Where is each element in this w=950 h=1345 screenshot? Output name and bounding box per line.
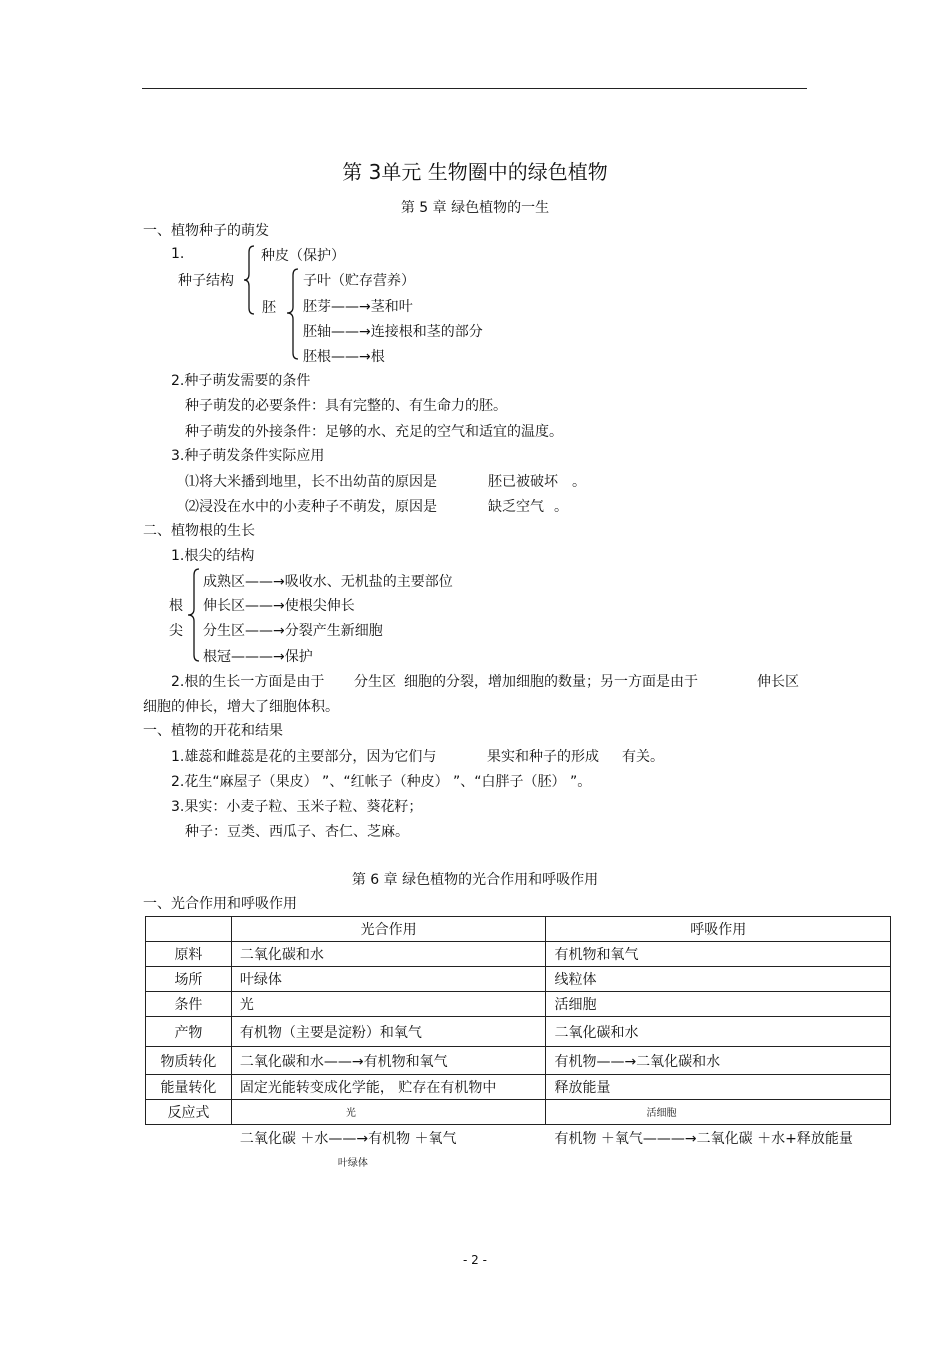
embryo-label: 胚 xyxy=(262,300,276,316)
embryo-part: 子叶（贮存营养） xyxy=(303,273,415,289)
table-header-cell: 呼吸作用 xyxy=(546,917,891,942)
flower1-answer: 果实和种子的形成 xyxy=(487,749,599,765)
table-row xyxy=(146,992,891,1017)
photosynthesis-respiration-table xyxy=(145,916,891,1169)
app1-answer: 胚已被破坏 xyxy=(488,474,558,490)
photo-condition-below: 叶绿体 xyxy=(337,1158,368,1169)
table-header-cell: 光合作用 xyxy=(231,917,546,942)
table-cell: 二氧化碳和水——→有机物和氧气 xyxy=(231,1047,546,1075)
chapter6-title: 第 6 章 绿色植物的光合作用和呼吸作用 xyxy=(351,872,599,888)
photo-condition-above: 光 xyxy=(345,1108,356,1119)
flower2: 2.花生“麻屋子（果皮） ”、“红帐子（种皮） ”、“白胖子（胚） ”。 xyxy=(171,774,592,790)
embryo-part: 胚芽——→茎和叶 xyxy=(303,299,413,315)
page-number: - 2 - xyxy=(463,1253,487,1267)
root-item2-ans2: 伸长区 xyxy=(757,674,799,690)
root-part: 成熟区——→吸收水、无机盐的主要部位 xyxy=(203,574,453,590)
table-cell: 释放能量 xyxy=(546,1075,891,1100)
table-cell: 光 xyxy=(231,992,546,1017)
section2-heading: 二、植物根的生长 xyxy=(143,523,255,539)
table-cell: 二氧化碳和水 xyxy=(231,942,546,967)
table-cell: 二氧化碳和水 xyxy=(546,1017,891,1047)
row-label: 反应式 xyxy=(146,1100,232,1125)
embryo-brace xyxy=(284,267,300,361)
root-part: 根冠———→保护 xyxy=(203,649,313,665)
item3: 3.种子萌发条件实际应用 xyxy=(171,448,325,464)
chapter6-section1-heading: 一、光合作用和呼吸作用 xyxy=(143,896,297,912)
root-item1: 1.根尖的结构 xyxy=(171,548,255,564)
section3-heading: 一、植物的开花和结果 xyxy=(143,723,283,739)
flower3: 3.果实：小麦子粒、玉米子粒、葵花籽； xyxy=(171,799,423,815)
flower3-seed: 种子：豆类、西瓜子、杏仁、芝麻。 xyxy=(185,824,409,840)
app2-end: 。 xyxy=(554,499,568,515)
photosynthesis-formula: 二氧化碳 ＋水——→有机物 ＋氧气 xyxy=(239,1131,457,1147)
item1-number: 1. xyxy=(171,246,185,262)
root-label-2: 尖 xyxy=(169,623,183,639)
root-label-1: 根 xyxy=(169,598,183,614)
app2-answer: 缺乏空气 xyxy=(488,499,544,515)
table-header-cell xyxy=(146,917,232,942)
cond-external: 种子萌发的外接条件：足够的水、充足的空气和适宜的温度。 xyxy=(185,424,563,440)
table-cell: 叶绿体 xyxy=(231,967,546,992)
respiration-formula-cell xyxy=(546,1100,891,1147)
seed-structure-label: 种子结构 xyxy=(178,273,234,289)
photosynthesis-formula-cell xyxy=(231,1100,546,1169)
cond-internal: 种子萌发的必要条件：具有完整的、有生命力的胚。 xyxy=(185,398,507,414)
table-row xyxy=(146,1017,891,1047)
row-label: 条件 xyxy=(146,992,232,1017)
flower1-b: 有关。 xyxy=(622,749,664,765)
table-cell: 有机物和氧气 xyxy=(546,942,891,967)
unit-title: 第 3单元 生物圈中的绿色植物 xyxy=(342,160,608,184)
table-row xyxy=(146,1075,891,1100)
item2: 2.种子萌发需要的条件 xyxy=(171,373,311,389)
resp-condition-above: 活细胞 xyxy=(646,1108,677,1119)
embryo-part: 胚轴——→连接根和茎的部分 xyxy=(303,324,483,340)
header-rule xyxy=(142,88,807,89)
table-cell: 固定光能转变成化学能， 贮存在有机物中 xyxy=(231,1075,546,1100)
flower1-a: 1.雄蕊和雌蕊是花的主要部分，因为它们与 xyxy=(171,749,437,765)
table-row xyxy=(146,967,891,992)
section1-heading: 一、植物种子的萌发 xyxy=(143,223,269,239)
table-cell: 活细胞 xyxy=(546,992,891,1017)
root-item2-a: 2.根的生长一方面是由于 xyxy=(171,674,325,690)
row-label: 能量转化 xyxy=(146,1075,232,1100)
table-row xyxy=(146,942,891,967)
table-header-row xyxy=(146,917,891,942)
row-label: 产物 xyxy=(146,1017,232,1047)
root-part: 伸长区——→使根尖伸长 xyxy=(203,598,355,614)
chapter5-title: 第 5 章 绿色植物的一生 xyxy=(400,200,550,216)
respiration-formula: 有机物 ＋氧气———→二氧化碳 ＋水+释放能量 xyxy=(554,1131,853,1147)
table-cell: 有机物（主要是淀粉）和氧气 xyxy=(231,1017,546,1047)
table-row-formula xyxy=(146,1100,891,1125)
table-cell: 有机物——→二氧化碳和水 xyxy=(546,1047,891,1075)
app2-text: ⑵浸没在水中的小麦种子不萌发，原因是 xyxy=(185,499,437,515)
embryo-part: 胚根——→根 xyxy=(303,349,385,365)
app1-end: 。 xyxy=(572,474,586,490)
seed-coat: 种皮（保护） xyxy=(261,248,345,264)
root-item2-c: 细胞的伸长，增大了细胞体积。 xyxy=(143,699,339,715)
row-label: 场所 xyxy=(146,967,232,992)
root-tip-brace xyxy=(185,567,201,663)
row-label: 原料 xyxy=(146,942,232,967)
root-item2-ans1: 分生区 xyxy=(354,674,396,690)
root-item2-b: 细胞的分裂，增加细胞的数量；另一方面是由于 xyxy=(404,674,698,690)
app1-text: ⑴将大米播到地里，长不出幼苗的原因是 xyxy=(185,474,437,490)
table-row xyxy=(146,1047,891,1075)
row-label: 物质转化 xyxy=(146,1047,232,1075)
seed-structure-brace xyxy=(242,244,256,316)
root-part: 分生区——→分裂产生新细胞 xyxy=(203,623,383,639)
table-cell: 线粒体 xyxy=(546,967,891,992)
